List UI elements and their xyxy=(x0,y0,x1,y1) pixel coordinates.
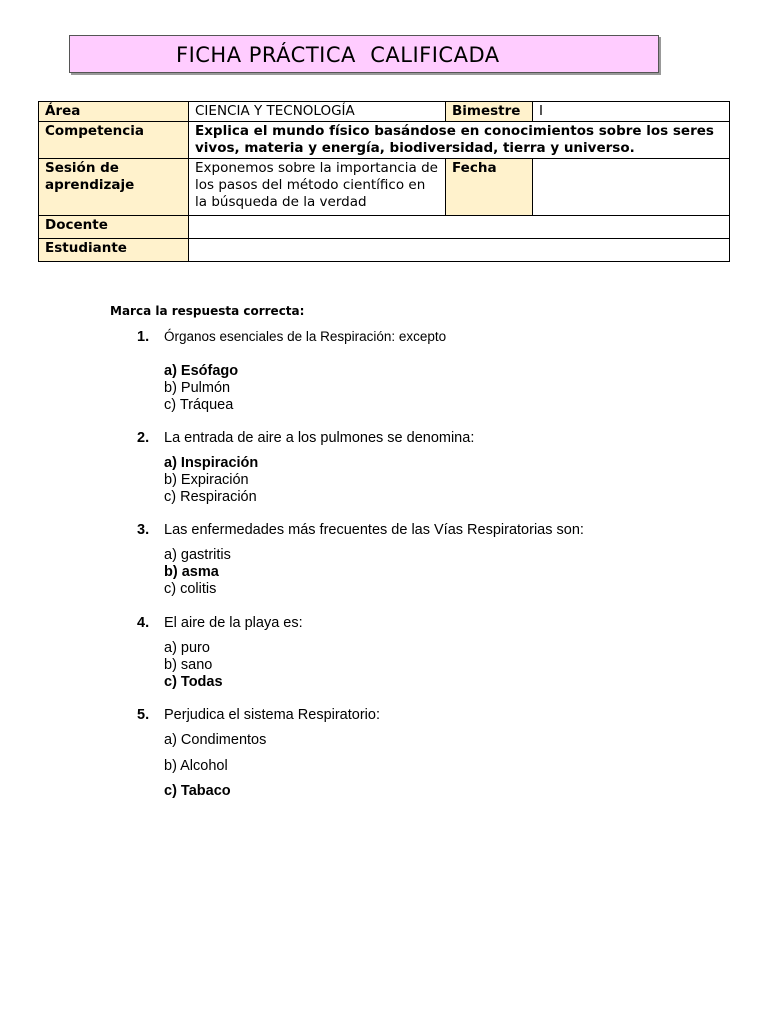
sesion-value: Exponemos sobre la importancia de los pasos del método científico en la búsqueda de la verdad xyxy=(189,159,446,216)
competencia-value: Explica el mundo físico basándose en conocimientos sobre los seres vivos, materia y energía, biodiversidad, tierra y universo. xyxy=(189,122,730,159)
area-value: CIENCIA Y TECNOLOGÍA xyxy=(189,102,446,122)
fecha-label: Fecha xyxy=(446,159,533,216)
option-1a: a) Esófago xyxy=(164,363,239,379)
question-number: 5. xyxy=(137,707,150,723)
estudiante-label: Estudiante xyxy=(39,239,189,262)
option-4a: a) puro xyxy=(164,640,210,656)
bimestre-label: Bimestre xyxy=(446,102,533,122)
table-row xyxy=(39,122,730,159)
question-text: Perjudica el sistema Respiratorio: xyxy=(164,707,380,723)
option-3c: c) colitis xyxy=(164,581,217,597)
option-5b: b) Alcohol xyxy=(164,758,228,774)
table-row xyxy=(39,159,730,216)
option-1b: b) Pulmón xyxy=(164,380,231,396)
docente-label: Docente xyxy=(39,216,189,239)
option-5a: a) Condimentos xyxy=(164,732,267,748)
instruction: Marca la respuesta correcta: xyxy=(110,304,305,318)
option-4c: c) Todas xyxy=(164,674,223,690)
option-3b: b) asma xyxy=(164,564,219,580)
sesion-label: Sesión de aprendizaje xyxy=(39,159,189,216)
question-text: Las enfermedades más frecuentes de las Vías Respiratorias son: xyxy=(164,522,584,538)
question-number: 4. xyxy=(137,615,150,631)
area-label: Área xyxy=(39,102,189,122)
option-4b: b) sano xyxy=(164,657,213,673)
option-5c: c) Tabaco xyxy=(164,783,231,799)
estudiante-value xyxy=(189,239,730,262)
fecha-value xyxy=(533,159,730,216)
page-title: FICHA PRÁCTICA CALIFICADA xyxy=(69,35,659,73)
option-2a: a) Inspiración xyxy=(164,455,259,471)
question-text: La entrada de aire a los pulmones se denomina: xyxy=(164,430,475,446)
competencia-label: Competencia xyxy=(39,122,189,159)
question-text: Órganos esenciales de la Respiración: excepto xyxy=(164,329,447,344)
question-number: 1. xyxy=(137,329,150,345)
option-1c: c) Tráquea xyxy=(164,397,234,413)
docente-value xyxy=(189,216,730,239)
table-row xyxy=(39,216,730,239)
question-number: 3. xyxy=(137,522,150,538)
option-3a: a) gastritis xyxy=(164,547,231,563)
question-text: El aire de la playa es: xyxy=(164,615,303,631)
table-row xyxy=(39,239,730,262)
option-2c: c) Respiración xyxy=(164,489,257,505)
info-table xyxy=(38,101,730,262)
question-number: 2. xyxy=(137,430,150,446)
option-2b: b) Expiración xyxy=(164,472,249,488)
bimestre-value: I xyxy=(533,102,730,122)
table-row xyxy=(39,102,730,122)
